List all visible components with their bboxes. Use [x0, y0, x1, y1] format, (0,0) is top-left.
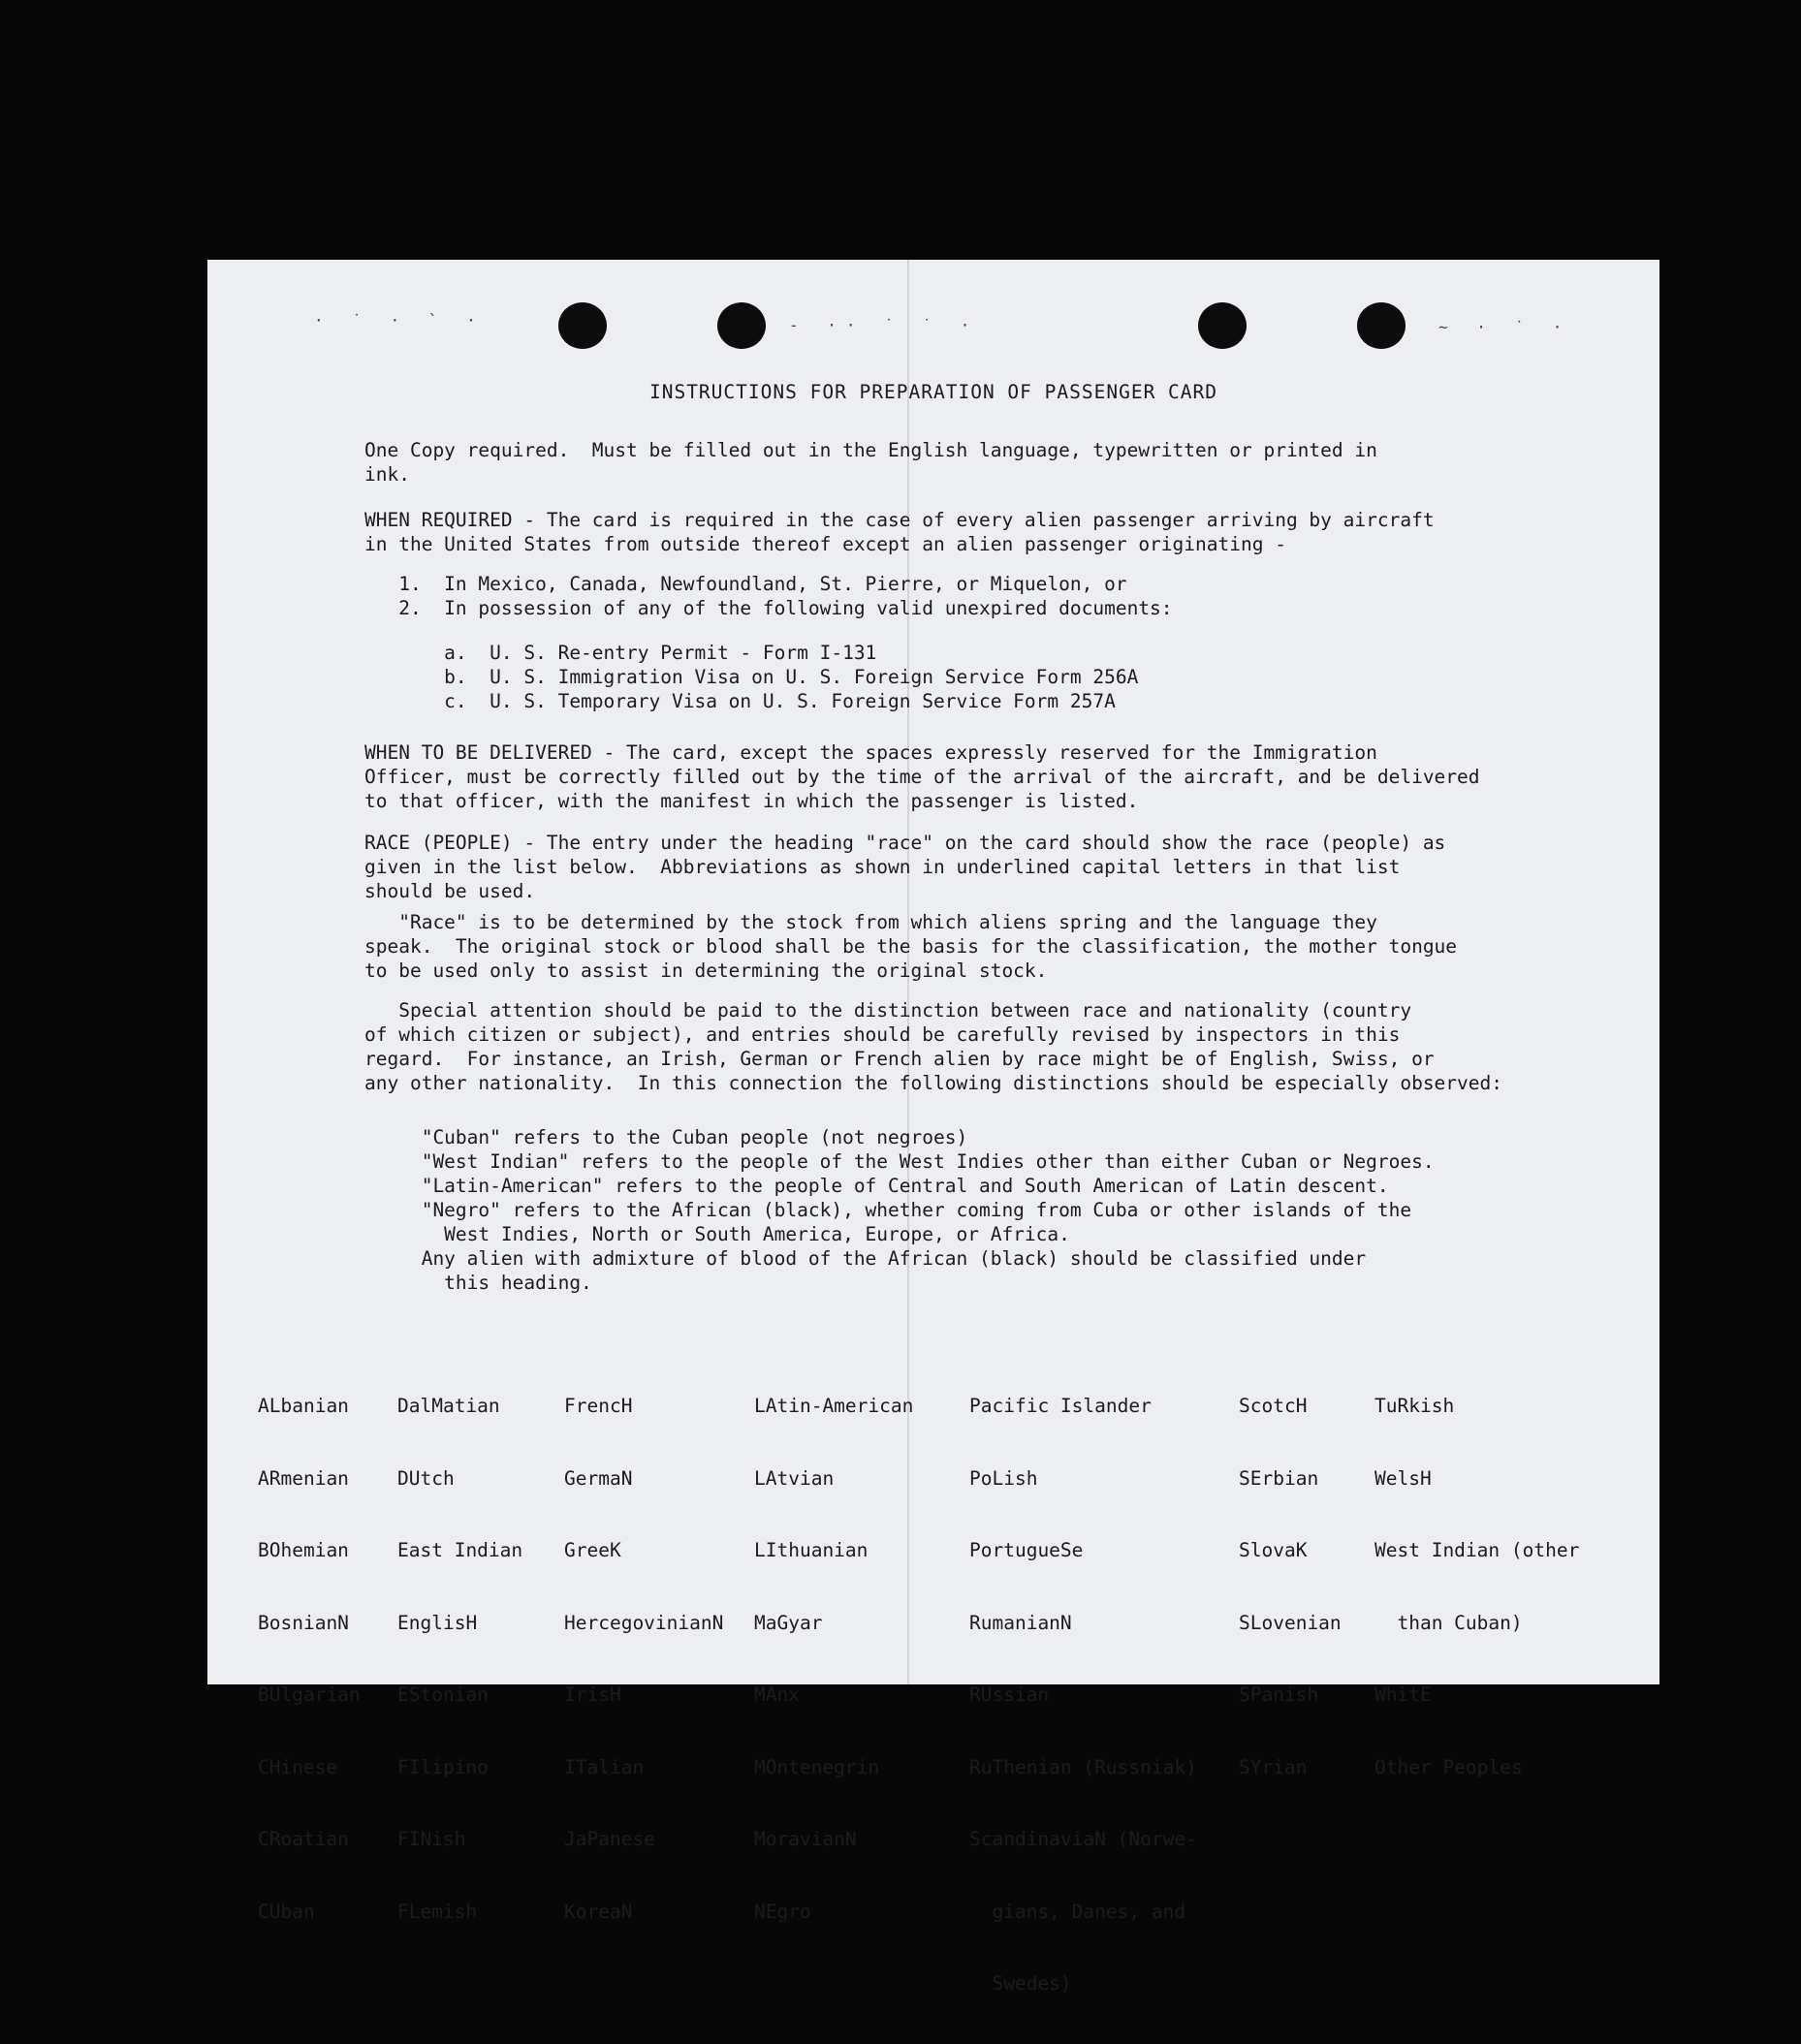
race-paragraph: RACE (PEOPLE) - The entry under the heading "race" on the card should show the race (people) as given in the list below. Abbreviations as shown in underlined capital letters in that list should be used. — [364, 832, 1446, 902]
when-required-paragraph: WHEN REQUIRED - The card is required in the case of every alien passenger arriving by aircraft in the United States from outside thereof except an alien passenger originating - — [364, 509, 1435, 555]
race-entry: West Indian (other — [1374, 1539, 1580, 1561]
distinctions-list: "Cuban" refers to the Cuban people (not negroes) "West Indian" refers to the people of the West Indies other than either Cuban or Negroes. "Latin-American" refers to the people of Central and South American of Latin descent. "Negro" refers to the African (black), whether coming from Cuba or other islands of the West Indies, North or South America, Europe, or Africa. Any alien with admixture of blood of the African (black) should be classified under this heading. — [421, 1126, 1435, 1294]
margin-specks: - ·· ˙ ˙ · — [789, 316, 980, 334]
race-entry: PortugueSe — [969, 1539, 1084, 1561]
document-title: INSTRUCTIONS FOR PREPARATION OF PASSENGER CARD — [648, 381, 1218, 403]
race-entry: ITalian — [564, 1755, 645, 1778]
when-delivered-paragraph: WHEN TO BE DELIVERED - The card, except the spaces expressly reserved for the Immigration Officer, must be correctly filled out by the time of the arrival of the aircraft, and be delivered to that officer, with the manifest in which the passenger is listed. — [364, 741, 1480, 812]
race-list-column — [258, 1345, 361, 1971]
race-list-column — [1239, 1345, 1342, 1827]
race-entry: GermaN — [564, 1466, 633, 1490]
race-entry: LAtin-American — [754, 1395, 914, 1417]
race-entry: CUban — [258, 1900, 315, 1923]
race-entry: JaPanese — [564, 1828, 655, 1850]
race-list-column — [754, 1345, 913, 1971]
race-entry: HercegovinianN — [564, 1611, 724, 1634]
race-entry: CRoatian — [258, 1828, 349, 1850]
race-entry: ScotcH — [1239, 1395, 1308, 1417]
race-entry: BOhemian — [258, 1539, 349, 1561]
race-entry: SErbian — [1239, 1466, 1319, 1490]
race-entry: FIlipino — [397, 1755, 489, 1778]
race-list-column — [564, 1345, 723, 1971]
passenger-card-instructions-sheet — [207, 260, 1659, 1995]
punch-hole — [1198, 302, 1247, 349]
race-entry: ARmenian — [258, 1466, 349, 1490]
race-entry: LAtvian — [754, 1466, 835, 1490]
race-entry: PoLish — [969, 1466, 1038, 1490]
race-list-column — [969, 1345, 1197, 2044]
race-entry: ALbanian — [258, 1395, 349, 1417]
race-entry: BUlgarian — [258, 1683, 361, 1706]
race-list-column — [1374, 1345, 1579, 1827]
exemption-list: 1. In Mexico, Canada, Newfoundland, St. Pierre, or Miquelon, or 2. In possession of any of the following valid unexpired documents: — [398, 573, 1173, 619]
special-attention-paragraph: Special attention should be paid to the distinction between race and nationality (country of which citizen or subject), and entries should be carefully revised by inspectors in this regard. For instance, an Irish, German or French alien by race might be of English, Swiss, or any other nationality. In this connection the following distinctions should be especially observed: — [364, 999, 1502, 1094]
margin-specks: ~ · ˙ · — [1438, 318, 1572, 336]
race-entry: BosnianN — [258, 1611, 349, 1634]
document-list: a. U. S. Re-entry Permit - Form I-131 b. U. S. Immigration Visa on U. S. Foreign Service Form 256A c. U. S. Temporary Visa on U. S. Foreign Service Form 257A — [444, 642, 1139, 712]
race-entry: Pacific Islander — [969, 1395, 1152, 1417]
race-entry: SPanish — [1239, 1683, 1319, 1706]
race-entry: Other Peoples — [1374, 1755, 1523, 1778]
race-entry: DalMatian — [397, 1395, 500, 1417]
race-entry: MAnx — [754, 1683, 800, 1706]
race-entry: EStonian — [397, 1683, 489, 1706]
race-entry: RuThenian (Russniak) — [969, 1755, 1197, 1778]
race-entry: KoreaN — [564, 1900, 633, 1923]
race-entry: FrencH — [564, 1395, 633, 1417]
race-entry: SLovenian — [1239, 1611, 1342, 1634]
race-entry: East Indian — [397, 1539, 523, 1561]
race-entry: NEgro — [754, 1900, 811, 1923]
punch-hole — [717, 302, 766, 349]
margin-specks: · ˙ · ` · — [314, 311, 486, 330]
race-entry: WhitE — [1374, 1683, 1432, 1706]
race-entry: SYrian — [1239, 1755, 1308, 1778]
race-entry: LIthuanian — [754, 1539, 869, 1561]
punch-hole — [558, 302, 607, 349]
race-entry: FINish — [397, 1828, 466, 1850]
copy-requirement-paragraph: One Copy required. Must be filled out in the English language, typewritten or printed in ink. — [364, 439, 1377, 486]
race-entry: GreeK — [564, 1539, 621, 1561]
race-entry: IrisH — [564, 1683, 621, 1706]
race-entry: RumanianN — [969, 1611, 1072, 1634]
race-entry: RUssian — [969, 1683, 1050, 1706]
race-entry: WelsH — [1374, 1466, 1432, 1490]
race-list-column — [397, 1345, 522, 1971]
race-entry: EnglisH — [397, 1611, 478, 1634]
race-definition-paragraph: "Race" is to be determined by the stock from which aliens spring and the language they speak. The original stock or blood shall be the basis for the classification, the mother tongue to be used only to assist in determining the original stock. — [364, 911, 1458, 982]
race-entry: MoravianN — [754, 1828, 857, 1850]
race-entry: ScandinaviaN (Norwe- — [969, 1828, 1197, 1850]
race-entry: MOntenegrin — [754, 1755, 880, 1778]
race-entry: MaGyar — [754, 1611, 823, 1634]
race-entry: gians, Danes, and — [969, 1900, 1186, 1923]
race-entry: Swedes) — [969, 1972, 1072, 1995]
race-entry: than Cuban) — [1374, 1611, 1523, 1634]
race-entry: CHinese — [258, 1755, 338, 1778]
race-entry: DUtch — [397, 1466, 455, 1490]
race-entry: TuRkish — [1374, 1395, 1455, 1417]
race-entry: SlovaK — [1239, 1539, 1308, 1561]
race-entry: FLemish — [397, 1900, 478, 1923]
punch-hole — [1357, 302, 1406, 349]
